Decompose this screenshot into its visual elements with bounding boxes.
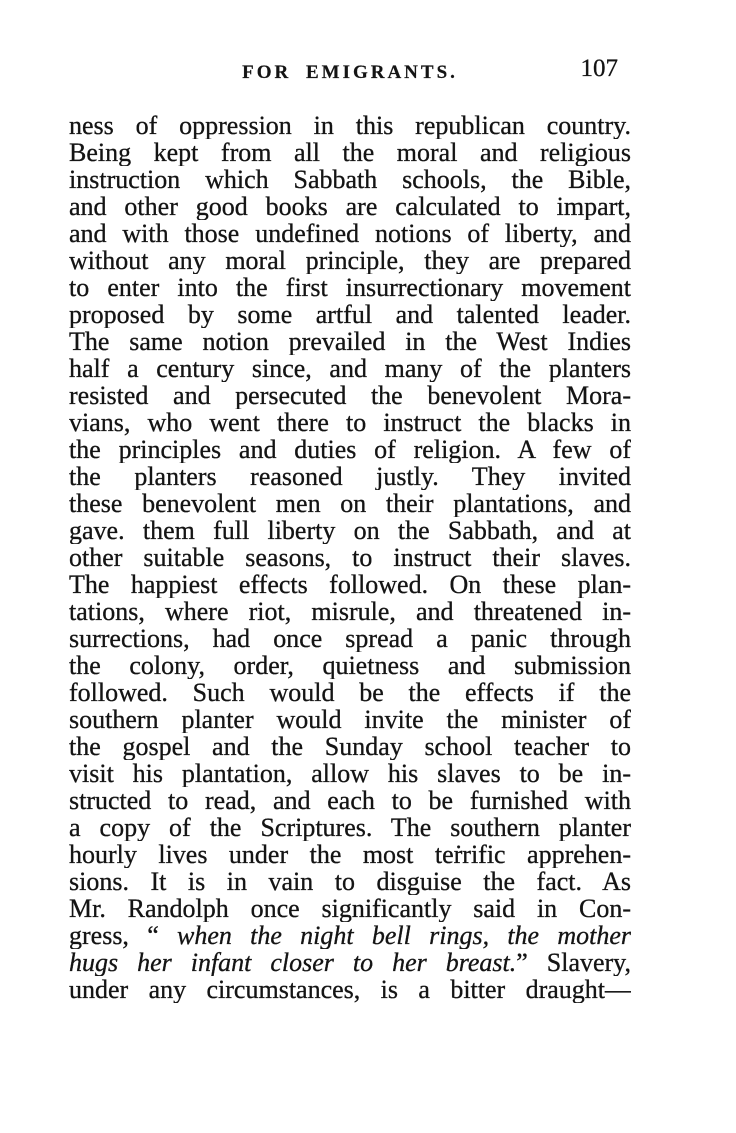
text-segment: proposed by some artful and talented leader. xyxy=(69,301,631,328)
text-line xyxy=(69,787,631,814)
text-segment: hourly lives under the most teṙrific apprehen- xyxy=(69,841,631,868)
text-segment: other suitable seasons, to instruct their slaves. xyxy=(69,544,631,571)
text-line xyxy=(69,679,631,706)
text-segment: southern planter would invite the minister of xyxy=(69,706,631,733)
text-segment: without any moral principle, they are prepared xyxy=(69,247,631,274)
text-line xyxy=(69,598,631,625)
text-line xyxy=(69,652,631,679)
text-segment: these benevolent men on their plantations, and xyxy=(69,490,631,517)
text-line xyxy=(69,922,631,949)
page-header xyxy=(69,55,631,88)
text-line xyxy=(69,382,631,409)
page-body xyxy=(69,112,631,1003)
text-segment: and with those undefined notions of liberty, and xyxy=(69,220,631,247)
text-segment: Mr. Randolph once significantly said in Con- xyxy=(69,895,631,922)
text-line xyxy=(69,463,631,490)
text-line xyxy=(69,220,631,247)
text-line xyxy=(69,490,631,517)
text-line xyxy=(69,760,631,787)
text-segment: followed. Such would be the effects if the xyxy=(69,679,631,706)
text-line xyxy=(69,949,631,976)
text-segment: resisted and persecuted the benevolent Mora- xyxy=(69,382,631,409)
text-line xyxy=(69,868,631,895)
text-segment: the planters reasoned justly. They invited xyxy=(69,463,631,490)
text-segment: and other good books are calculated to impart, xyxy=(69,193,631,220)
running-title: FOR EMIGRANTS. xyxy=(242,62,458,83)
page-number: 107 xyxy=(580,55,618,82)
text-segment: gave. them full liberty on the Sabbath, and at xyxy=(69,517,631,544)
text-segment: The same notion prevailed in the West Indies xyxy=(69,328,631,355)
text-line xyxy=(69,544,631,571)
text-segment: a copy of the Scriptures. The southern planter xyxy=(69,814,631,841)
text-segment: ” Slavery, xyxy=(516,949,631,976)
text-line xyxy=(69,706,631,733)
text-line xyxy=(69,517,631,544)
text-segment: sions. It is in vain to disguise the fact. As xyxy=(69,868,631,895)
text-segment: surrections, had once spread a panic through xyxy=(69,625,631,652)
text-line xyxy=(69,247,631,274)
text-line xyxy=(69,895,631,922)
text-segment: structed to read, and each to be furnished with xyxy=(69,787,631,814)
text-line xyxy=(69,301,631,328)
text-line xyxy=(69,328,631,355)
text-line xyxy=(69,841,631,868)
text-segment: the principles and duties of religion. A few of xyxy=(69,436,631,463)
text-line xyxy=(69,625,631,652)
text-segment: vians, who went there to instruct the blacks in xyxy=(69,409,631,436)
text-line xyxy=(69,814,631,841)
text-segment: the gospel and the Sunday school teacher to xyxy=(69,733,631,760)
text-segment: gress, “ xyxy=(69,922,177,949)
text-segment: the colony, order, quietness and submission xyxy=(69,652,631,679)
text-segment: half a century since, and many of the planters xyxy=(69,355,631,382)
text-line xyxy=(69,193,631,220)
text-line xyxy=(69,409,631,436)
quote-italic-text: hugs her infant closer to her breast. xyxy=(69,949,517,976)
text-line xyxy=(69,976,631,1003)
text-line xyxy=(69,571,631,598)
quote-italic-text: when the night bell rings, the mother xyxy=(177,922,631,949)
text-line xyxy=(69,436,631,463)
text-segment: to enter into the first insurrectionary movement xyxy=(69,274,631,301)
text-segment: The happiest effects followed. On these plan- xyxy=(69,571,631,598)
text-segment: Being kept from all the moral and religious xyxy=(69,139,631,166)
text-segment: under any circumstances, is a bitter draught— xyxy=(69,976,631,1003)
text-line xyxy=(69,355,631,382)
text-segment: instruction which Sabbath schools, the Bible, xyxy=(69,166,631,193)
text-line xyxy=(69,166,631,193)
text-line xyxy=(69,274,631,301)
text-line xyxy=(69,139,631,166)
text-line xyxy=(69,733,631,760)
text-segment: visit his plantation, allow his slaves to be in- xyxy=(69,760,631,787)
text-line xyxy=(69,112,631,139)
text-segment: ness of oppression in this republican country. xyxy=(69,112,631,139)
text-segment: tations, where riot, misrule, and threatened in- xyxy=(69,598,631,625)
